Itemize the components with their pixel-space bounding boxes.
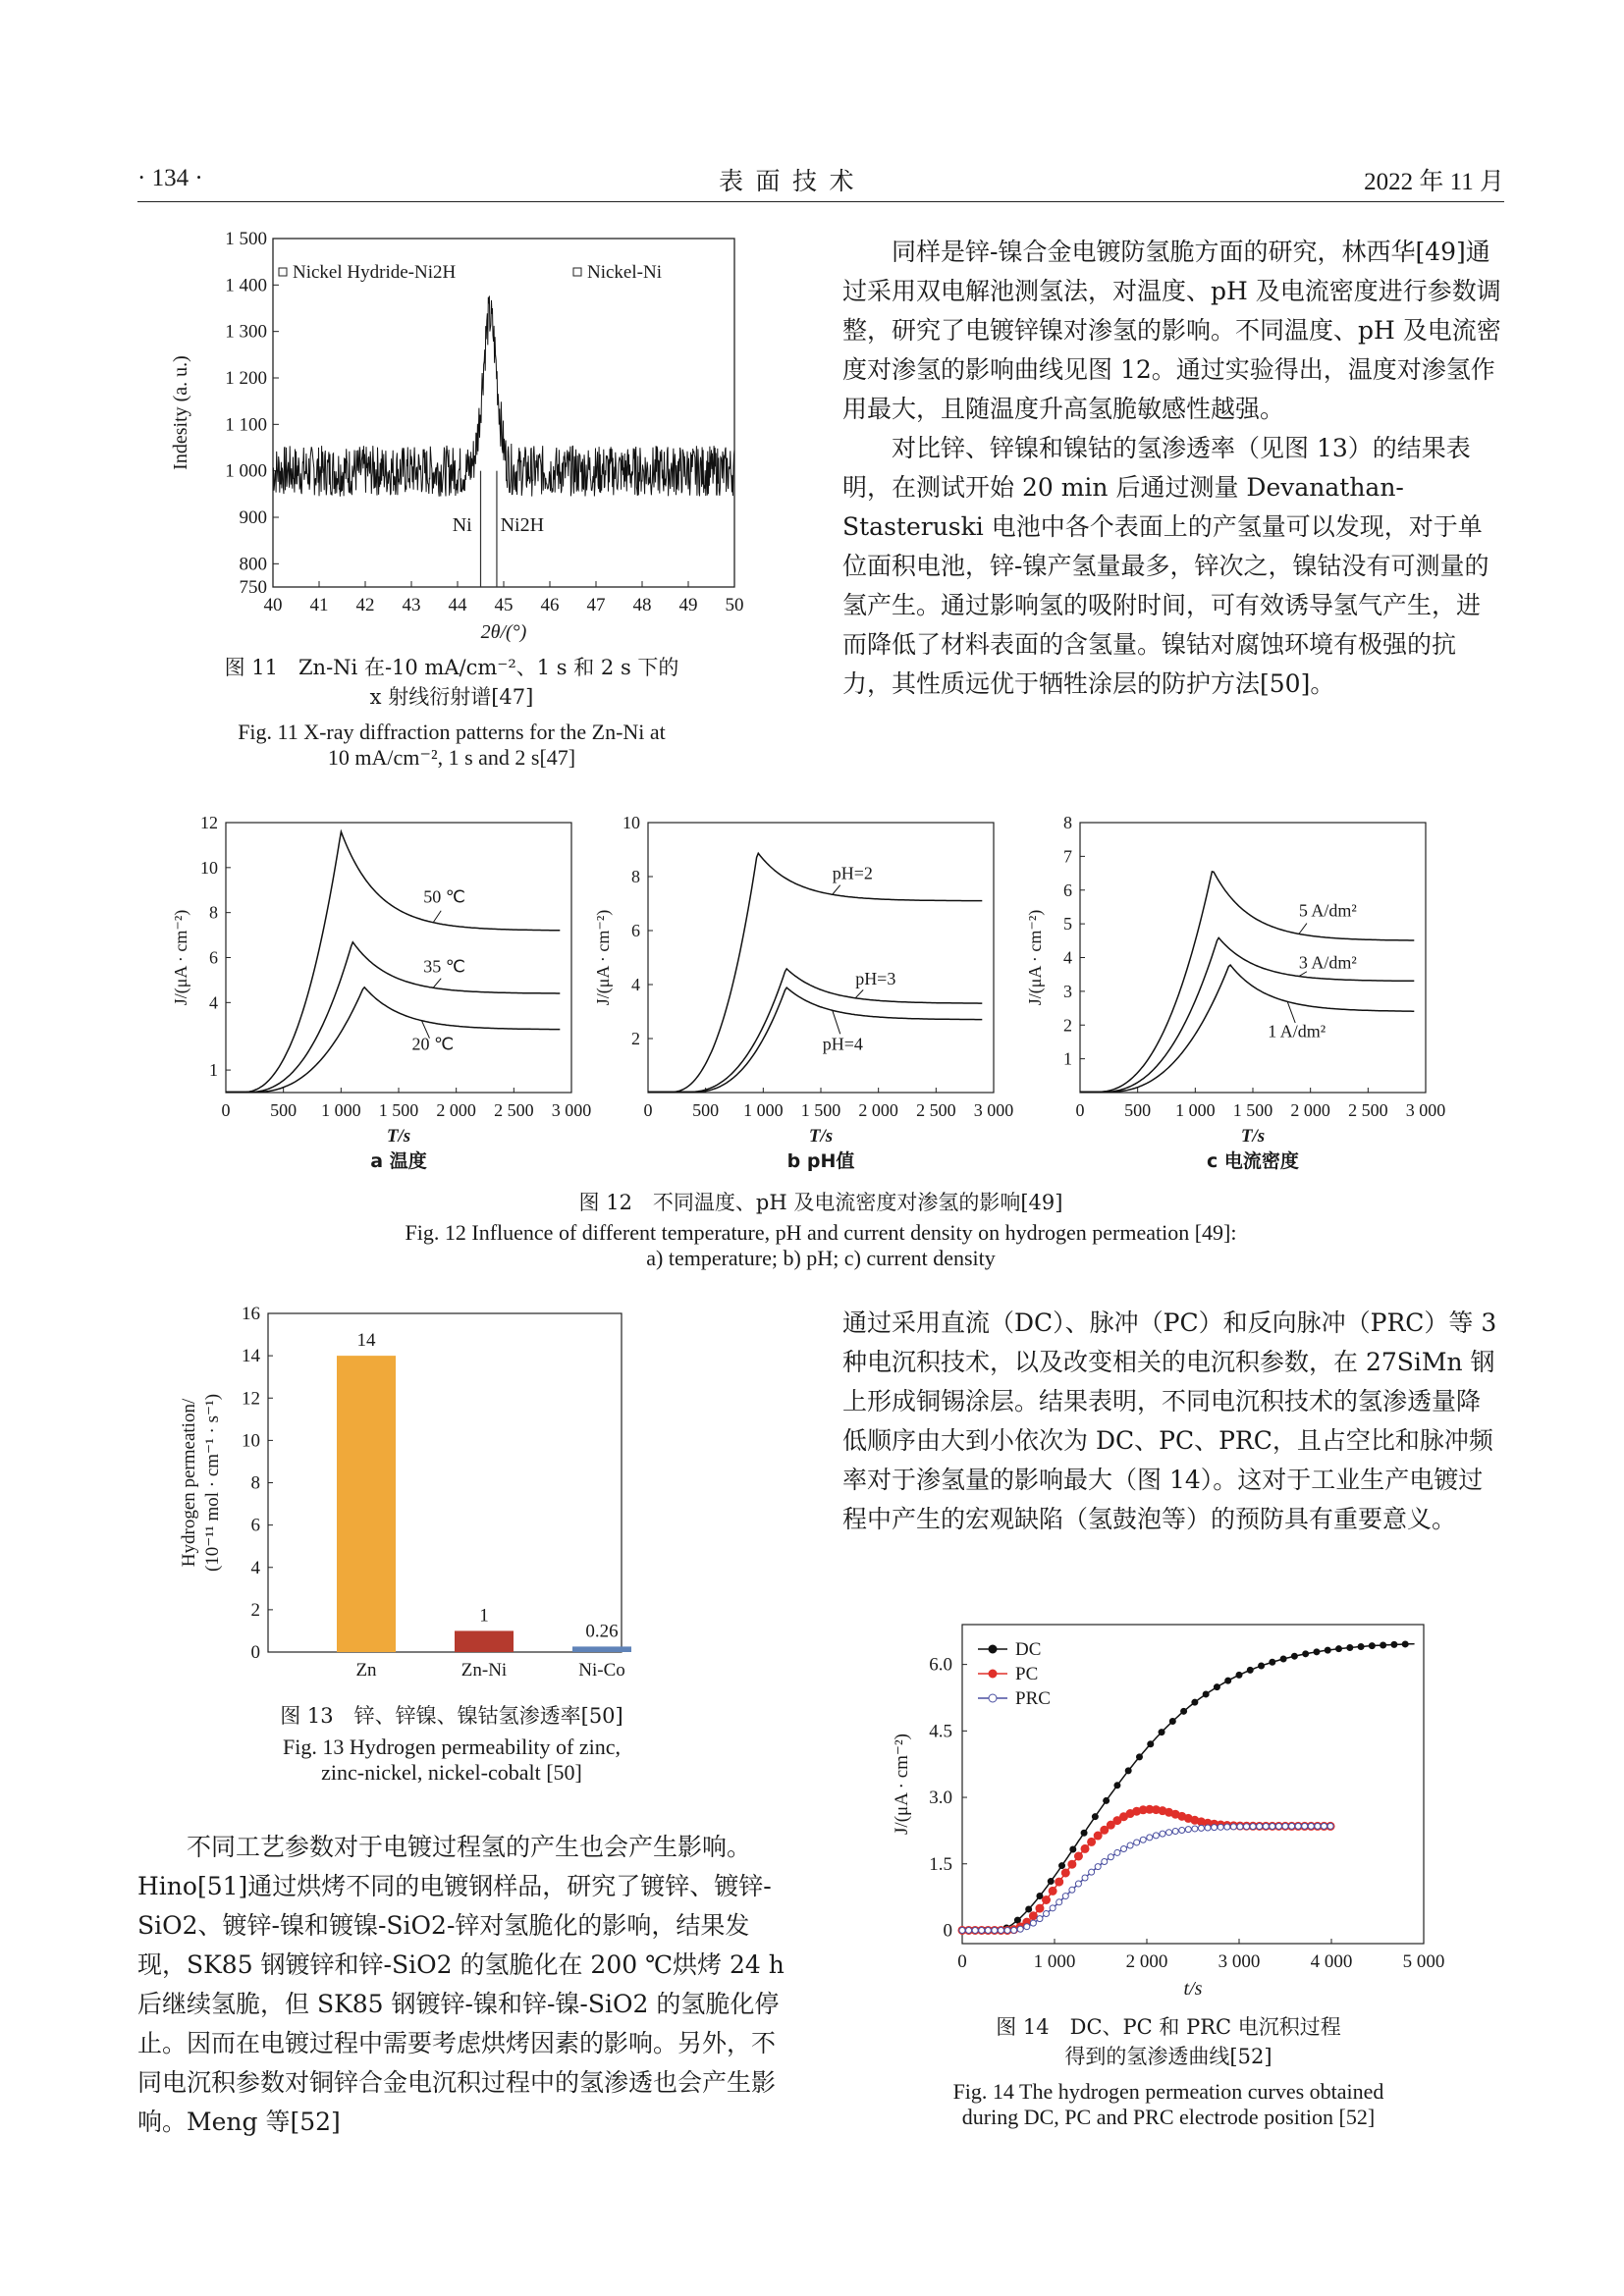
series-point-prc bbox=[1050, 1905, 1056, 1911]
series-point-dc bbox=[1081, 1830, 1087, 1836]
paragraph: 不同工艺参数对于电镀过程氢的产生也会产生影响。Hino[51]通过烘烤不同的电镀钢样品，研究了镀锌、镀锌-SiO2、镀锌-镍和镀镍-SiO2-锌对氢脆化的影响，结果发现，SK85 钢镀锌和锌-SiO2 的氢脆化在 200 ℃烘烤 24 h 后继续氢脆，但 SK85 钢镀锌-镍和锌-镍-SiO2 的氢脆化停止。因而在电镀过程中需要考虑烘烤因素的影响。另外，不同电沉积参数对铜锌合金电沉积过程中的氢渗透也会产生影响。Meng 等[52] bbox=[137, 1833, 785, 2136]
x-tick-label: 42 bbox=[355, 595, 375, 615]
series-point-prc bbox=[1114, 1849, 1120, 1855]
y-tick-label: 6.0 bbox=[929, 1654, 952, 1676]
x-tick-label: 0 bbox=[1075, 1100, 1085, 1120]
y-tick-label: 8 bbox=[631, 867, 640, 886]
series-point-dc bbox=[1247, 1667, 1253, 1673]
y-tick-label: 10 bbox=[200, 857, 218, 878]
paragraph: 同样是锌-镍合金电镀防氢脆方面的研究，林西华[49]通过采用双电解池测氢法，对温度、pH 及电流密度进行参数调整，研究了电镀锌镍对渗氢的影响。不同温度、pH 及电流密度对渗氢的影响曲线见图 12。通过实验得出，温度对渗氢作用最大，且随温度升高氢脆敏感性越强。 bbox=[842, 238, 1501, 423]
y-axis-label: J/(μA · cm⁻²) bbox=[171, 909, 190, 1006]
x-tick-label: Zn-Ni bbox=[460, 1660, 508, 1681]
x-tick-label: 2 500 bbox=[916, 1100, 956, 1120]
series-point-prc bbox=[1257, 1824, 1263, 1830]
series-point-prc bbox=[1179, 1827, 1185, 1833]
series-point-pc bbox=[1088, 1838, 1096, 1845]
x-tick-label: 2 000 bbox=[436, 1100, 476, 1120]
series-label-2: pH=4 bbox=[822, 1034, 863, 1054]
series-point-prc bbox=[1263, 1824, 1269, 1830]
legend-label-prc: PRC bbox=[1015, 1688, 1051, 1709]
series-point-pc bbox=[1029, 1912, 1037, 1920]
series-point-prc bbox=[1030, 1920, 1036, 1926]
y-tick-label: 1 100 bbox=[225, 414, 267, 436]
series-point-dc bbox=[1391, 1641, 1397, 1647]
fig12-caption-cn: 图 12 不同温度、pH 及电流密度对渗氢的影响[49] bbox=[578, 1191, 1063, 1214]
series-point-dc bbox=[1114, 1783, 1120, 1789]
series-point-prc bbox=[1212, 1825, 1218, 1831]
series-point-dc bbox=[1280, 1656, 1286, 1662]
series-point-prc bbox=[1062, 1894, 1068, 1899]
series-point-dc bbox=[1314, 1649, 1320, 1655]
series-point-dc bbox=[1358, 1643, 1364, 1649]
series-point-prc bbox=[1218, 1824, 1223, 1830]
series-line-0 bbox=[648, 853, 982, 1092]
x-tick-label: 2 000 bbox=[858, 1100, 898, 1120]
y-tick-label: 3 bbox=[1063, 981, 1072, 1001]
series-point-prc bbox=[1017, 1926, 1023, 1932]
fig13-caption-cn: 图 13 锌、锌镍、镍钴氢渗透率[50] bbox=[280, 1704, 623, 1728]
series-line-1 bbox=[226, 942, 560, 1093]
series-point-prc bbox=[1004, 1927, 1010, 1933]
series-point-prc bbox=[1185, 1827, 1191, 1833]
series-line-2 bbox=[1080, 965, 1414, 1092]
body-text-right-top bbox=[842, 233, 1502, 704]
y-tick-label: 8 bbox=[250, 1472, 260, 1494]
y-tick-label: 1 bbox=[209, 1060, 218, 1081]
y-tick-label: 3.0 bbox=[929, 1788, 952, 1809]
y-axis-label: J/(μA · cm⁻²) bbox=[892, 1734, 912, 1835]
series-point-prc bbox=[1295, 1823, 1301, 1829]
series-point-dc bbox=[1270, 1659, 1275, 1665]
series-point-pc bbox=[1074, 1852, 1082, 1860]
y-tick-label: 8 bbox=[1063, 813, 1072, 832]
y-tick-label: 800 bbox=[239, 554, 267, 575]
plot-frame bbox=[648, 823, 994, 1093]
x-tick-label: 1 000 bbox=[1033, 1951, 1076, 1972]
y-tick-label: 1 bbox=[1063, 1048, 1072, 1069]
series-point-prc bbox=[985, 1927, 991, 1933]
y-tick-label: 1 200 bbox=[225, 368, 267, 389]
x-tick-label: 3 000 bbox=[551, 1100, 592, 1120]
series-label-1: 3 A/dm² bbox=[1298, 952, 1357, 973]
journal-name: 表 面 技 术 bbox=[719, 169, 854, 195]
series-point-dc bbox=[1048, 1879, 1054, 1885]
y-tick-label: 2 bbox=[250, 1599, 260, 1621]
series-line-prc bbox=[962, 1826, 1331, 1930]
x-axis-label: T/s bbox=[808, 1126, 834, 1147]
y-tick-label: 12 bbox=[200, 813, 218, 832]
y-axis-label: (10⁻¹¹ mol · cm⁻¹ · s⁻¹) bbox=[202, 1393, 223, 1573]
x-tick-label: 43 bbox=[402, 595, 421, 615]
series-point-dc bbox=[1336, 1646, 1342, 1652]
series-point-pc bbox=[1061, 1869, 1069, 1877]
series-label-2: 20 ℃ bbox=[411, 1034, 455, 1054]
series-leader-2 bbox=[833, 1010, 840, 1034]
y-tick-label: 1 000 bbox=[225, 460, 267, 482]
series-point-prc bbox=[1147, 1835, 1153, 1841]
x-tick-label: 1 500 bbox=[1232, 1100, 1273, 1120]
series-point-prc bbox=[1250, 1824, 1256, 1830]
series-point-prc bbox=[992, 1927, 998, 1933]
series-point-dc bbox=[1059, 1863, 1065, 1869]
legend-marker-ni bbox=[573, 268, 581, 276]
series-point-dc bbox=[1236, 1672, 1242, 1678]
bar-value-label: 1 bbox=[479, 1605, 489, 1627]
x-tick-label: Zn bbox=[355, 1660, 377, 1681]
legend-label-pc: PC bbox=[1015, 1664, 1039, 1684]
bar-zn-ni bbox=[455, 1630, 514, 1652]
series-point-dc bbox=[1291, 1653, 1297, 1659]
series-point-dc bbox=[1203, 1691, 1209, 1697]
series-point-prc bbox=[1075, 1881, 1081, 1887]
series-point-dc bbox=[1181, 1708, 1187, 1714]
series-point-prc bbox=[1044, 1910, 1050, 1916]
y-tick-label: 1 300 bbox=[225, 321, 267, 343]
x-tick-label: 0 bbox=[643, 1100, 653, 1120]
series-point-dc bbox=[1369, 1643, 1375, 1649]
x-tick-label: Ni-Co bbox=[578, 1660, 625, 1681]
annotation-ni2h: Ni2H bbox=[500, 514, 545, 537]
bar-value-label: 0.26 bbox=[585, 1621, 619, 1642]
legend-marker-prc bbox=[989, 1694, 997, 1702]
series-line-1 bbox=[648, 969, 982, 1093]
x-tick-label: 49 bbox=[678, 595, 698, 615]
series-label-2: 1 A/dm² bbox=[1268, 1021, 1326, 1041]
fig12-caption-en: Fig. 12 Influence of different temperature, pH and current density on hydrogen permeation [49]: a) temperature; b) pH; c) current density bbox=[405, 1220, 1237, 1270]
series-point-prc bbox=[1140, 1837, 1146, 1842]
series-point-prc bbox=[1095, 1864, 1101, 1870]
y-axis-label: Hydrogen permeation/ bbox=[179, 1398, 199, 1568]
x-tick-label: 44 bbox=[448, 595, 467, 615]
series-point-dc bbox=[1259, 1663, 1265, 1669]
series-point-prc bbox=[972, 1927, 978, 1933]
x-tick-label: 3 000 bbox=[1405, 1100, 1446, 1120]
x-tick-label: 1 000 bbox=[743, 1100, 784, 1120]
plot-frame bbox=[268, 1313, 622, 1652]
series-leader-0 bbox=[833, 885, 840, 895]
bar-value-label: 14 bbox=[356, 1330, 376, 1352]
x-tick-label: 1 000 bbox=[321, 1100, 361, 1120]
x-tick-label: 40 bbox=[263, 595, 283, 615]
fig12c-chart bbox=[1021, 805, 1483, 1178]
series-point-prc bbox=[1237, 1824, 1243, 1830]
series-line-1 bbox=[1080, 937, 1414, 1092]
series-point-prc bbox=[1275, 1823, 1281, 1829]
fig11-caption-cn: 图 11 Zn-Ni 在-10 mA/cm⁻²、1 s 和 2 s 下的 x 射线衍射谱[47] bbox=[224, 656, 679, 709]
y-tick-label: 6 bbox=[250, 1515, 260, 1536]
series-point-prc bbox=[1056, 1899, 1062, 1905]
x-tick-label: 0 bbox=[957, 1951, 967, 1972]
series-point-prc bbox=[1069, 1887, 1075, 1893]
x-tick-label: 50 bbox=[725, 595, 744, 615]
paragraph: 通过采用直流（DC）、脉冲（PC）和反向脉冲（PRC）等 3 种电沉积技术，以及改变相关的电沉积参数，在 27SiMn 钢上形成铜锡涂层。结果表明，不同电沉积技术的氢渗透量降低顺序由大到小依次为 DC、PC、PRC，且占空比和脉冲频率对于渗氢量的影响最大（图 14）。这对于工业生产电镀过程中产生的宏观缺陷（氢鼓泡等）的预防具有重要意义。 bbox=[842, 1308, 1497, 1533]
series-label-0: pH=2 bbox=[832, 863, 873, 883]
series-point-dc bbox=[1325, 1647, 1330, 1653]
series-point-dc bbox=[1125, 1768, 1131, 1774]
y-tick-label: 5 bbox=[1063, 914, 1072, 934]
y-tick-label: 8 bbox=[209, 902, 218, 923]
series-point-prc bbox=[1302, 1823, 1308, 1829]
x-tick-label: 2 000 bbox=[1125, 1951, 1168, 1972]
x-axis-label: t/s bbox=[1183, 1978, 1203, 2000]
series-leader-0 bbox=[1299, 924, 1307, 934]
series-point-prc bbox=[1327, 1823, 1333, 1829]
series-point-dc bbox=[1014, 1917, 1020, 1923]
panel-sublabel: c 电流密度 bbox=[1207, 1150, 1299, 1172]
series-point-pc bbox=[1081, 1844, 1089, 1852]
y-tick-label: 4 bbox=[209, 992, 218, 1013]
series-point-prc bbox=[1082, 1875, 1088, 1881]
series-point-prc bbox=[1160, 1831, 1165, 1837]
page-number: · 134 · bbox=[137, 165, 203, 191]
fig14-caption-en: Fig. 14 The hydrogen permeation curves obtained during DC, PC and PRC electrode position [52] bbox=[952, 2079, 1384, 2129]
series-point-prc bbox=[1134, 1840, 1140, 1845]
series-point-dc bbox=[1026, 1906, 1032, 1912]
series-point-dc bbox=[1159, 1730, 1164, 1735]
x-tick-label: 4 000 bbox=[1310, 1951, 1353, 1972]
series-point-dc bbox=[1380, 1642, 1386, 1648]
fig12b-chart bbox=[589, 805, 1031, 1178]
y-axis-label: J/(μA · cm⁻²) bbox=[1025, 909, 1045, 1006]
y-tick-label: 0 bbox=[943, 1920, 952, 1942]
header-rule bbox=[137, 201, 1504, 202]
x-tick-label: 45 bbox=[494, 595, 514, 615]
y-tick-label: 4 bbox=[1063, 947, 1072, 968]
fig14-chart bbox=[884, 1615, 1473, 2007]
series-point-prc bbox=[1289, 1823, 1295, 1829]
x-tick-label: 5 000 bbox=[1402, 1951, 1445, 1972]
xrd-pattern-line bbox=[273, 295, 734, 496]
y-tick-label: 750 bbox=[239, 577, 267, 598]
x-tick-label: 1 000 bbox=[1175, 1100, 1216, 1120]
series-line-dc bbox=[962, 1644, 1415, 1931]
series-point-dc bbox=[1192, 1699, 1198, 1705]
x-axis-label: T/s bbox=[386, 1126, 411, 1147]
series-leader-0 bbox=[433, 911, 441, 923]
series-point-dc bbox=[1169, 1718, 1175, 1724]
series-point-prc bbox=[1108, 1854, 1113, 1860]
legend-marker-ni2h bbox=[279, 268, 287, 276]
legend-marker-dc bbox=[989, 1645, 997, 1653]
legend-label-dc: DC bbox=[1015, 1639, 1042, 1660]
y-tick-label: 10 bbox=[242, 1430, 260, 1452]
series-line-2 bbox=[226, 988, 560, 1093]
series-label-0: 5 A/dm² bbox=[1298, 900, 1357, 921]
panel-sublabel: b pH值 bbox=[786, 1150, 855, 1172]
series-leader-1 bbox=[855, 989, 863, 997]
series-point-dc bbox=[1347, 1644, 1353, 1650]
x-tick-label: 41 bbox=[309, 595, 329, 615]
y-tick-label: 2 bbox=[631, 1029, 640, 1048]
x-axis-label: T/s bbox=[1240, 1126, 1266, 1147]
x-tick-label: 48 bbox=[632, 595, 652, 615]
series-leader-2 bbox=[1287, 1001, 1295, 1023]
x-tick-label: 47 bbox=[586, 595, 606, 615]
y-axis-label: Indesity (a. u.) bbox=[170, 355, 191, 470]
series-point-dc bbox=[1148, 1741, 1154, 1747]
series-point-dc bbox=[1214, 1684, 1219, 1690]
fig13-caption-en: Fig. 13 Hydrogen permeability of zinc, zinc-nickel, nickel-cobalt [50] bbox=[283, 1735, 621, 1785]
body-text-right-mid bbox=[842, 1304, 1502, 1539]
bar-ni-co bbox=[572, 1646, 631, 1652]
y-tick-label: 4.5 bbox=[929, 1721, 952, 1742]
series-line-0 bbox=[226, 831, 560, 1092]
series-leader-1 bbox=[433, 979, 441, 988]
fig12a-chart bbox=[167, 805, 609, 1178]
y-tick-label: 7 bbox=[1063, 846, 1072, 867]
fig14-caption-cn: 图 14 DC、PC 和 PRC 电沉积过程 得到的氢渗透曲线[52] bbox=[996, 2015, 1341, 2068]
series-point-prc bbox=[1224, 1824, 1230, 1830]
series-point-prc bbox=[979, 1927, 985, 1933]
series-label-1: pH=3 bbox=[855, 968, 896, 988]
x-tick-label: 0 bbox=[221, 1100, 231, 1120]
series-point-pc bbox=[1036, 1904, 1044, 1912]
y-axis-label: J/(μA · cm⁻²) bbox=[593, 909, 613, 1006]
issue-date: 2022 年 11 月 bbox=[1364, 169, 1504, 195]
y-tick-label: 6 bbox=[209, 947, 218, 968]
paragraph: 对比锌、锌镍和镍钴的氢渗透率（见图 13）的结果表明，在测试开始 20 min 后通过测量 Devanathan-Stasteruski 电池中各个表面上的产氢量可以发现，对于单位面积电池，锌-镍产氢量最多，锌次之，镍钴没有可测量的氢产生。通过影响氢的吸附时间，可有效诱导氢气产生，进而降低了材料表面的含氢量。镍钴对腐蚀环境有极强的抗力，其性质远优于牺牲涂层的防护方法[50]。 bbox=[842, 434, 1489, 698]
plot-frame bbox=[226, 823, 571, 1093]
y-tick-label: 6 bbox=[631, 921, 640, 940]
y-tick-label: 0 bbox=[250, 1642, 260, 1663]
y-tick-label: 4 bbox=[250, 1557, 260, 1578]
y-tick-label: 10 bbox=[623, 813, 640, 832]
legend-label-ni2h: Nickel Hydride-Ni2H bbox=[293, 262, 457, 283]
y-tick-label: 14 bbox=[242, 1346, 260, 1367]
series-point-prc bbox=[1270, 1823, 1275, 1829]
series-point-prc bbox=[1315, 1823, 1321, 1829]
series-point-prc bbox=[1089, 1869, 1095, 1875]
series-point-prc bbox=[1230, 1824, 1236, 1830]
x-tick-label: 2 500 bbox=[494, 1100, 534, 1120]
y-tick-label: 1.5 bbox=[929, 1853, 952, 1875]
series-point-pc bbox=[1068, 1860, 1076, 1868]
plot-frame bbox=[1080, 823, 1426, 1093]
series-point-prc bbox=[1011, 1927, 1017, 1933]
series-point-prc bbox=[966, 1927, 972, 1933]
x-tick-label: 500 bbox=[270, 1100, 298, 1120]
series-point-pc bbox=[1056, 1878, 1063, 1886]
y-tick-label: 12 bbox=[242, 1388, 260, 1410]
series-point-dc bbox=[1136, 1754, 1142, 1760]
x-tick-label: 1 500 bbox=[378, 1100, 419, 1120]
y-tick-label: 6 bbox=[1063, 880, 1072, 900]
series-point-prc bbox=[1172, 1828, 1178, 1834]
series-label-0: 50 ℃ bbox=[423, 886, 465, 907]
x-tick-label: 2 000 bbox=[1290, 1100, 1330, 1120]
x-tick-label: 1 500 bbox=[800, 1100, 841, 1120]
series-point-prc bbox=[959, 1927, 965, 1933]
fig11-caption-en: Fig. 11 X-ray diffraction patterns for the Zn-Ni at 10 mA/cm⁻², 1 s and 2 s[47] bbox=[238, 720, 666, 770]
series-point-prc bbox=[1205, 1825, 1211, 1831]
y-tick-label: 4 bbox=[631, 975, 640, 994]
series-point-prc bbox=[1192, 1826, 1198, 1832]
series-point-prc bbox=[1121, 1846, 1127, 1852]
series-point-prc bbox=[1153, 1833, 1159, 1839]
fig13-chart bbox=[177, 1296, 746, 1698]
legend-marker-pc bbox=[989, 1670, 997, 1678]
series-point-prc bbox=[1166, 1830, 1172, 1836]
series-label-1: 35 ℃ bbox=[423, 956, 465, 977]
y-tick-label: 16 bbox=[242, 1304, 260, 1324]
x-tick-label: 500 bbox=[1124, 1100, 1152, 1120]
series-point-prc bbox=[1127, 1842, 1133, 1848]
bar-zn bbox=[337, 1356, 396, 1652]
legend-label-ni: Nickel-Ni bbox=[587, 262, 662, 283]
series-point-pc bbox=[1043, 1896, 1051, 1903]
x-tick-label: 500 bbox=[692, 1100, 720, 1120]
series-point-prc bbox=[1198, 1825, 1204, 1831]
series-point-pc bbox=[1049, 1887, 1056, 1895]
series-point-dc bbox=[1225, 1678, 1231, 1683]
x-tick-label: 3 000 bbox=[973, 1100, 1014, 1120]
series-point-dc bbox=[1104, 1797, 1110, 1803]
series-point-prc bbox=[998, 1927, 1003, 1933]
series-point-dc bbox=[1303, 1651, 1309, 1657]
x-tick-label: 2 500 bbox=[1348, 1100, 1388, 1120]
series-point-prc bbox=[1321, 1823, 1326, 1829]
series-point-dc bbox=[1070, 1846, 1076, 1852]
series-point-prc bbox=[1244, 1824, 1250, 1830]
series-point-dc bbox=[1092, 1814, 1098, 1820]
series-point-prc bbox=[1102, 1859, 1108, 1865]
series-point-prc bbox=[1282, 1823, 1288, 1829]
y-tick-label: 2 bbox=[1063, 1015, 1072, 1036]
y-tick-label: 900 bbox=[239, 507, 267, 528]
series-point-pc bbox=[1094, 1832, 1102, 1840]
annotation-ni: Ni bbox=[452, 514, 472, 537]
y-tick-label: 1 500 bbox=[225, 229, 267, 249]
y-tick-label: 1 400 bbox=[225, 275, 267, 296]
panel-sublabel: a 温度 bbox=[370, 1150, 427, 1172]
series-point-prc bbox=[1024, 1924, 1030, 1930]
series-point-prc bbox=[1037, 1916, 1043, 1922]
series-point-dc bbox=[1402, 1641, 1408, 1647]
series-point-dc bbox=[1037, 1894, 1043, 1899]
x-tick-label: 46 bbox=[540, 595, 560, 615]
x-tick-label: 3 000 bbox=[1218, 1951, 1261, 1972]
series-point-prc bbox=[1308, 1823, 1314, 1829]
x-axis-label: 2θ/(°) bbox=[480, 621, 527, 643]
fig11-chart bbox=[157, 221, 766, 643]
body-text-left-bottom bbox=[137, 1828, 797, 2142]
